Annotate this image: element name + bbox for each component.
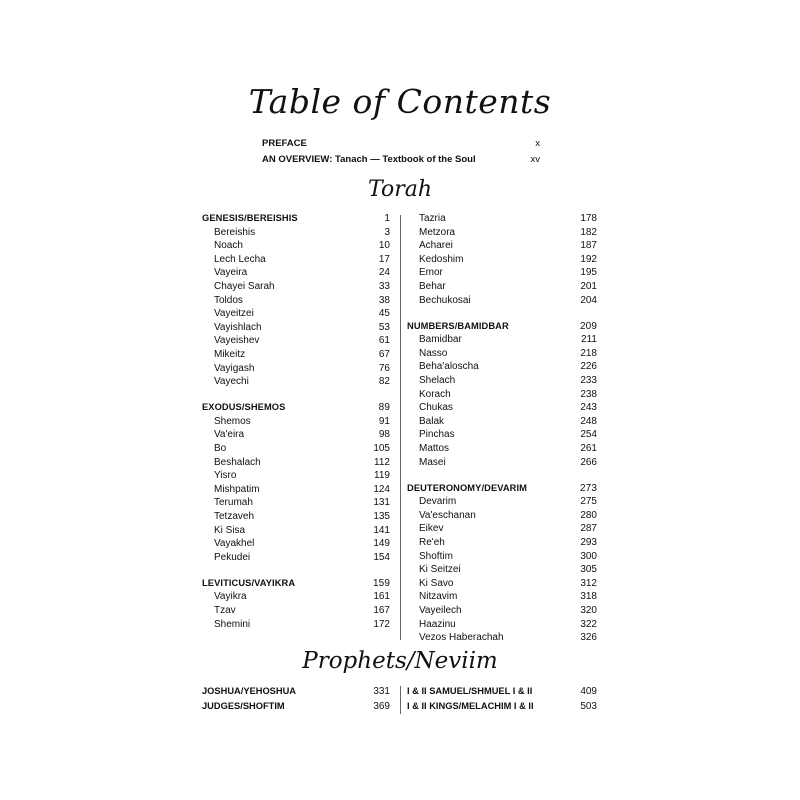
entry-page: 112: [374, 456, 390, 468]
entry-label: Vezos Haberachah: [419, 632, 504, 644]
entry-page: 243: [580, 402, 597, 414]
entry-page: 192: [580, 253, 597, 265]
entry-label: JUDGES/SHOFTIM: [202, 701, 285, 711]
entry-label: Vayigash: [214, 362, 255, 374]
entry-page: 98: [378, 429, 390, 441]
entry-label: Pekudei: [214, 551, 251, 563]
entry-page: 61: [378, 335, 390, 347]
entry-page: 209: [580, 320, 597, 332]
torah-left-column: [202, 212, 390, 631]
entry-label: LEVITICUS/VAYIKRA: [202, 577, 296, 588]
entry-page: 1: [384, 213, 390, 224]
entry-label: Vayeilech: [419, 605, 462, 617]
entry-page: 318: [580, 591, 597, 603]
entry-label: Mikeitz: [214, 348, 246, 360]
column-divider: [400, 686, 401, 714]
portion-beha-aloscha[interactable]: [407, 360, 597, 374]
portion-bamidbar[interactable]: [407, 333, 597, 347]
entry-label: Terumah: [214, 497, 253, 509]
group-spacer: [407, 307, 597, 320]
entry-page: 201: [580, 280, 597, 292]
entry-label: Yisro: [214, 470, 237, 482]
page-title: Table of Contents: [248, 82, 552, 121]
entry-page: 254: [580, 429, 597, 441]
portion-chukas[interactable]: [407, 401, 597, 415]
prophets-right-column: [407, 684, 597, 714]
entry-page: 67: [378, 348, 390, 360]
portion-vayechi[interactable]: [202, 375, 390, 389]
portion-toldos[interactable]: [202, 294, 390, 308]
portion-tazria[interactable]: [407, 212, 597, 226]
entry-label: Vayechi: [214, 376, 249, 388]
entry-page: 149: [373, 538, 390, 550]
toc-entry-preface[interactable]: [262, 136, 540, 152]
entry-label: Mishpatim: [214, 483, 260, 495]
portion-tzav[interactable]: [202, 604, 390, 618]
entry-page: 33: [378, 280, 390, 292]
group-spacer: [202, 564, 390, 577]
entry-page: 293: [580, 537, 597, 549]
entry-label: Acharei: [419, 240, 453, 252]
entry-page: 141: [373, 524, 390, 536]
entry-label: Tazria: [419, 213, 446, 224]
portion-vayikra[interactable]: [202, 590, 390, 604]
portion-balak[interactable]: [407, 415, 597, 429]
entry-page: x: [535, 138, 540, 149]
entry-label: I & II SAMUEL/SHMUEL I & II: [407, 686, 533, 696]
entry-page: 91: [378, 415, 390, 427]
book-heading[interactable]: [202, 699, 390, 714]
book-heading[interactable]: [202, 684, 390, 699]
entry-label: Vayakhel: [214, 538, 255, 550]
entry-page: 305: [580, 564, 597, 576]
entry-page: 24: [378, 267, 390, 279]
entry-label: Shemos: [214, 415, 251, 427]
portion-shemini[interactable]: [202, 618, 390, 632]
portion-nasso[interactable]: [407, 347, 597, 361]
portion-devarim[interactable]: [407, 495, 597, 509]
entry-label: EXODUS/SHEMOS: [202, 402, 286, 413]
entry-label: JOSHUA/YEHOSHUA: [202, 686, 297, 696]
portion-re-eh[interactable]: [407, 536, 597, 550]
entry-page: 218: [580, 347, 597, 359]
entry-label: Chukas: [419, 402, 453, 414]
entry-label: Lech Lecha: [214, 253, 266, 265]
entry-label: Tetzaveh: [214, 510, 255, 522]
portion-emor[interactable]: [407, 266, 597, 280]
portion-vayakhel[interactable]: [202, 537, 390, 551]
entry-label: Metzora: [419, 226, 456, 238]
group-spacer: [407, 469, 597, 482]
entry-label: Pinchas: [419, 429, 455, 441]
portion-kedoshim[interactable]: [407, 253, 597, 267]
entry-label: Kedoshim: [419, 253, 464, 265]
entry-page: 154: [373, 551, 390, 563]
portion-terumah[interactable]: [202, 496, 390, 510]
entry-label: Shelach: [419, 375, 456, 387]
entry-label: Bo: [214, 443, 227, 454]
entry-page: 320: [580, 605, 597, 617]
entry-page: 287: [580, 523, 597, 535]
portion-vayeira[interactable]: [202, 266, 390, 280]
portion-haazinu[interactable]: [407, 618, 597, 632]
entry-page: 211: [581, 334, 597, 346]
portion-vayeilech[interactable]: [407, 604, 597, 618]
entry-label: GENESIS/BEREISHIS: [202, 213, 298, 223]
portion-ki-seitzei[interactable]: [407, 563, 597, 577]
entry-page: 38: [378, 294, 390, 306]
entry-label: Ki Savo: [419, 577, 454, 589]
entry-page: 275: [580, 496, 597, 508]
entry-label: PREFACE: [262, 138, 307, 149]
portion-korach[interactable]: [407, 388, 597, 402]
entry-label: Bereishis: [214, 226, 256, 238]
portion-tetzaveh[interactable]: [202, 510, 390, 524]
portion-lech-lecha[interactable]: [202, 253, 390, 267]
entry-page: 261: [580, 443, 597, 454]
entry-label: Va'eira: [214, 429, 245, 441]
entry-label: Va'eschanan: [419, 509, 476, 521]
entry-page: 326: [580, 632, 597, 644]
entry-page: 195: [580, 267, 597, 279]
portion-bo[interactable]: [202, 442, 390, 456]
portion-pekudei[interactable]: [202, 551, 390, 565]
entry-label: Vayeishev: [214, 335, 260, 347]
entry-label: AN OVERVIEW: Tanach — Textbook of the Soul: [262, 154, 476, 165]
portion-shelach[interactable]: [407, 374, 597, 388]
portion-masei[interactable]: [407, 456, 597, 470]
entry-page: 89: [378, 402, 390, 414]
portion-vayigash[interactable]: [202, 362, 390, 376]
entry-page: 226: [580, 361, 597, 373]
entry-page: 300: [580, 550, 597, 562]
entry-label: Beha'aloscha: [419, 361, 479, 373]
entry-label: Re'eh: [419, 537, 445, 549]
entry-page: 369: [373, 701, 390, 712]
portion-shemos[interactable]: [202, 415, 390, 429]
entry-page: 312: [580, 577, 597, 589]
entry-page: 135: [373, 510, 390, 522]
entry-page: 238: [580, 388, 597, 400]
prophets-left-column: [202, 684, 390, 714]
portion-beshalach[interactable]: [202, 456, 390, 470]
portion-vayeishev[interactable]: [202, 334, 390, 348]
entry-label: I & II KINGS/MELACHIM I & II: [407, 701, 534, 711]
portion-nitzavim[interactable]: [407, 590, 597, 604]
entry-page: 119: [374, 470, 390, 482]
portion-mishpatim[interactable]: [202, 483, 390, 497]
entry-page: 167: [373, 605, 390, 617]
entry-page: 503: [580, 701, 597, 712]
entry-label: Korach: [419, 388, 451, 400]
book-heading[interactable]: [407, 699, 597, 714]
entry-label: Mattos: [419, 443, 450, 454]
entry-page: 233: [580, 375, 597, 387]
entry-page: 172: [373, 618, 390, 630]
entry-page: 131: [373, 497, 390, 509]
entry-label: Emor: [419, 267, 443, 279]
portion-bechukosai[interactable]: [407, 294, 597, 308]
entry-label: Ki Sisa: [214, 524, 246, 536]
book-heading[interactable]: [407, 320, 597, 334]
entry-page: 273: [580, 482, 597, 494]
entry-page: 124: [373, 483, 390, 495]
portion-bereishis[interactable]: [202, 226, 390, 240]
entry-label: NUMBERS/BAMIDBAR: [407, 320, 509, 331]
entry-page: 204: [580, 294, 597, 306]
entry-label: Nasso: [419, 347, 448, 359]
portion-vezos-haberachah[interactable]: [407, 631, 597, 645]
section-heading-torah: Torah: [367, 177, 432, 202]
portion-va-eira[interactable]: [202, 428, 390, 442]
entry-label: Vayishlach: [214, 321, 262, 333]
portion-acharei[interactable]: [407, 239, 597, 253]
entry-page: 53: [378, 321, 390, 333]
entry-label: Devarim: [419, 496, 457, 508]
portion-behar[interactable]: [407, 280, 597, 294]
entry-page: 331: [373, 686, 390, 697]
entry-label: Balak: [419, 415, 445, 427]
entry-label: Haazinu: [419, 618, 456, 630]
portion-vayishlach[interactable]: [202, 321, 390, 335]
entry-label: Ki Seitzei: [419, 564, 461, 576]
group-spacer: [202, 389, 390, 402]
entry-page: 82: [378, 376, 390, 388]
entry-page: 3: [384, 226, 390, 238]
portion-ki-savo[interactable]: [407, 577, 597, 591]
portion-va-eschanan[interactable]: [407, 509, 597, 523]
book-heading[interactable]: [202, 212, 390, 226]
portion-mikeitz[interactable]: [202, 348, 390, 362]
entry-label: Shemini: [214, 618, 251, 630]
entry-page: 187: [580, 240, 597, 252]
entry-page: 248: [580, 415, 597, 427]
portion-vayeitzei[interactable]: [202, 307, 390, 321]
entry-page: 105: [373, 443, 390, 454]
book-heading[interactable]: [202, 577, 390, 591]
entry-page: 45: [378, 308, 390, 320]
toc-entry-overview[interactable]: [262, 152, 540, 168]
portion-yisro[interactable]: [202, 469, 390, 483]
front-matter: [262, 136, 540, 168]
book-heading[interactable]: [202, 401, 390, 415]
entry-label: Vayikra: [214, 591, 247, 603]
entry-page: 159: [373, 577, 390, 589]
book-heading[interactable]: [407, 684, 597, 699]
book-heading[interactable]: [407, 482, 597, 496]
portion-shoftim[interactable]: [407, 550, 597, 564]
entry-page: 178: [580, 213, 597, 224]
portion-noach[interactable]: [202, 239, 390, 253]
entry-label: Toldos: [214, 294, 243, 306]
entry-page: 17: [378, 253, 390, 265]
portion-ki-sisa[interactable]: [202, 524, 390, 538]
section-heading-prophets: Prophets/Neviim: [302, 648, 498, 674]
entry-label: Shoftim: [419, 550, 453, 562]
entry-page: 10: [378, 240, 390, 252]
entry-label: Bamidbar: [419, 334, 462, 346]
entry-page: 409: [580, 686, 597, 697]
entry-page: 280: [580, 509, 597, 521]
entry-label: Nitzavim: [419, 591, 458, 603]
entry-label: DEUTERONOMY/DEVARIM: [407, 482, 528, 493]
portion-mattos[interactable]: [407, 442, 597, 456]
entry-page: xv: [530, 154, 540, 165]
portion-eikev[interactable]: [407, 522, 597, 536]
entry-page: 76: [378, 362, 390, 374]
entry-page: 182: [580, 226, 597, 238]
entry-label: Vayeira: [214, 267, 248, 279]
entry-label: Chayei Sarah: [214, 280, 275, 292]
torah-right-column: [407, 212, 597, 645]
entry-label: Vayeitzei: [214, 308, 254, 320]
portion-pinchas[interactable]: [407, 428, 597, 442]
portion-chayei-sarah[interactable]: [202, 280, 390, 294]
portion-metzora[interactable]: [407, 226, 597, 240]
entry-label: Bechukosai: [419, 294, 471, 306]
entry-label: Noach: [214, 240, 243, 252]
entry-page: 322: [580, 618, 597, 630]
entry-label: Beshalach: [214, 456, 261, 468]
entry-label: Masei: [419, 456, 446, 468]
column-divider: [400, 215, 401, 640]
entry-label: Tzav: [214, 605, 236, 617]
entry-label: Behar: [419, 280, 446, 292]
entry-page: 266: [580, 456, 597, 468]
entry-label: Eikev: [419, 523, 444, 535]
entry-page: 161: [373, 591, 390, 603]
